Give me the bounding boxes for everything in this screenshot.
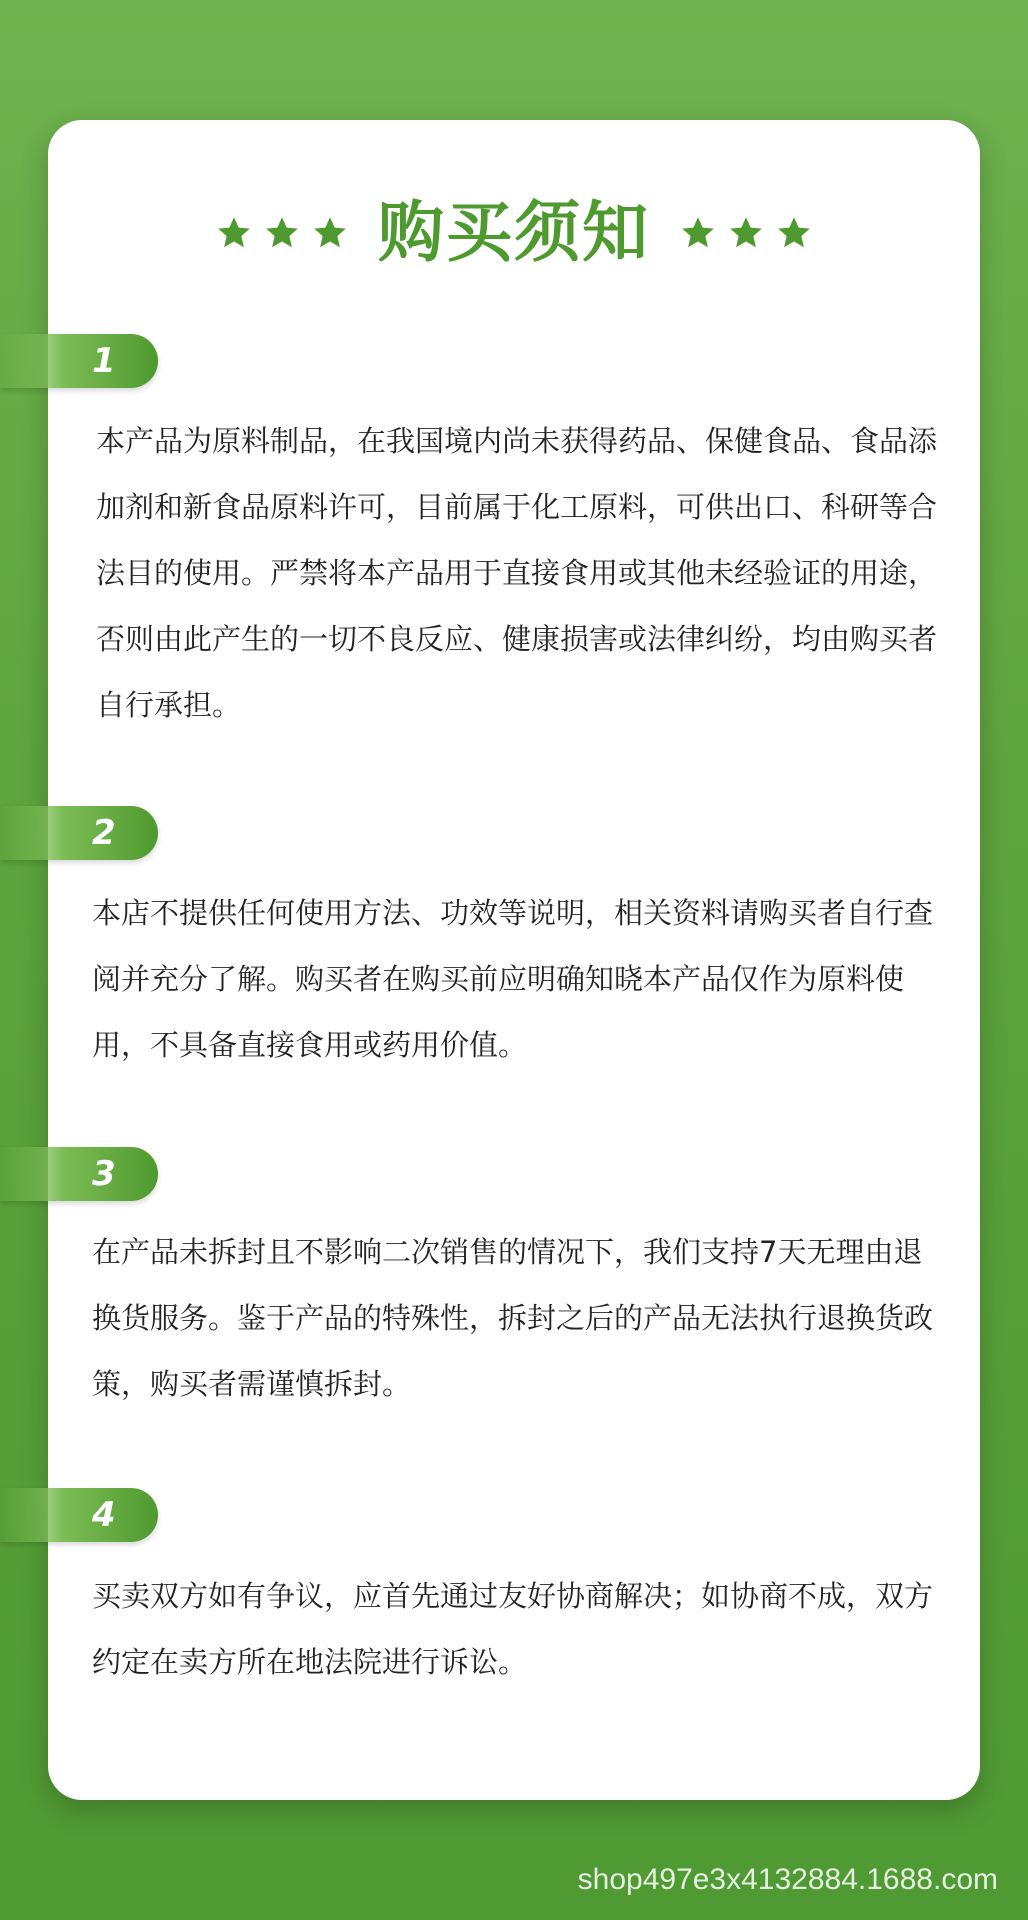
left-stars xyxy=(216,215,348,251)
star-icon xyxy=(264,215,300,251)
section-number-badge xyxy=(0,1147,158,1201)
section-text: 在产品未拆封且不影响二次销售的情况下，我们支持7天无理由退换货服务。鉴于产品的特殊性，拆封之后的产品无法执行退换货政策，购买者需谨慎拆封。 xyxy=(92,1235,934,1401)
section-text: 买卖双方如有争议，应首先通过友好协商解决；如协商不成，双方约定在卖方所在地法院进行诉讼。 xyxy=(92,1579,934,1679)
section-number-badge xyxy=(0,1488,158,1542)
section-text: 本店不提供任何使用方法、功效等说明，相关资料请购买者自行查阅并充分了解。购买者在购买前应明确知晓本产品仅作为原料使用，不具备直接食用或药用价值。 xyxy=(92,896,934,1062)
section-text: 本产品为原料制品，在我国境内尚未获得药品、保健食品、食品添加剂和新食品原料许可，目前属于化工原料，可供出口、科研等合法目的使用。严禁将本产品用于直接食用或其他未经验证的用途，否则由此产生的一切不良反应、健康损害或法律纠纷，均由购买者自行承担。 xyxy=(96,424,938,722)
right-stars xyxy=(680,215,812,251)
star-icon xyxy=(728,215,764,251)
title-row xyxy=(48,188,980,278)
section-number-badge xyxy=(0,806,158,860)
star-icon xyxy=(776,215,812,251)
section-number-badge xyxy=(0,334,158,388)
section-number: 2 xyxy=(92,813,116,853)
section-number: 3 xyxy=(92,1154,116,1194)
star-icon xyxy=(680,215,716,251)
star-icon xyxy=(216,215,252,251)
page-title: 购买须知 xyxy=(378,194,650,271)
shop-url-watermark: shop497e3x4132884.1688.com xyxy=(577,1863,998,1896)
section-number: 1 xyxy=(92,341,116,381)
section-number: 4 xyxy=(92,1495,116,1535)
star-icon xyxy=(312,215,348,251)
